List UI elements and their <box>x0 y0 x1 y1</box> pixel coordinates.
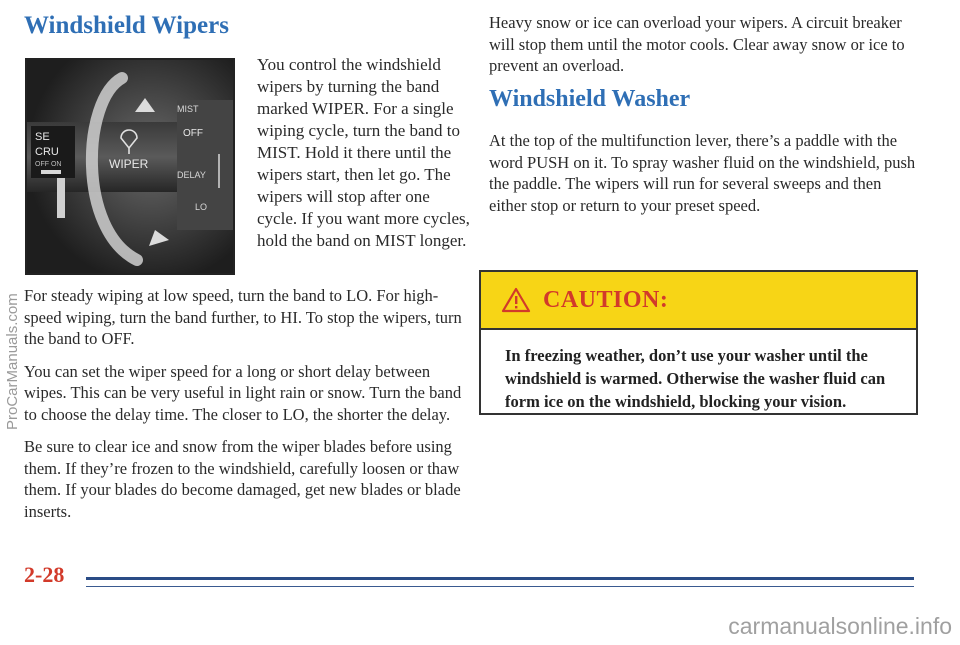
caution-header <box>481 272 916 330</box>
wipers-intro-text: You control the windshield wipers by turning the band marked WIPER. For a single wiping cycle, turn the band to MIST. Hold it there until the wipers start, then let go. The wipers will stop after one cycle. If you want more cycles, hold the band on MIST longer. <box>257 55 470 250</box>
section-title-wipers: Windshield Wipers <box>24 12 229 39</box>
paragraph-steady-wiping: For steady wiping at low speed, turn the band to LO. For high-speed wiping, turn the band further, to HI. To stop the wipers, turn the band to OFF. <box>24 286 462 348</box>
wipers-body <box>24 285 464 533</box>
band-label-lo: LO <box>195 202 208 212</box>
caution-box <box>479 270 918 415</box>
band-label-mist: MIST <box>177 104 199 114</box>
page-number: 2-28 <box>24 562 65 587</box>
wiper-band-label: WIPER <box>109 157 149 171</box>
cruise-label-set: SE <box>35 131 50 143</box>
paragraph-delay: You can set the wiper speed for a long or short delay between wipes. This can be very useful in light rain or snow. Turn the band to choose the delay time. The closer to LO, the shorter the delay. <box>24 361 462 424</box>
side-watermark-text: ProCarManuals.com <box>4 293 21 430</box>
section-title-washer: Windshield Washer <box>489 86 691 112</box>
cruise-label-off-on: OFF ON <box>35 161 62 168</box>
footer-rule-thin <box>86 586 914 587</box>
paragraph-clear-ice: Be sure to clear ice and snow from the wiper blades before using them. If they’re frozen to the windshield, carefully loosen or thaw them. If your blades do become damaged, get new blades or blade inserts. <box>24 437 461 521</box>
washer-text: At the top of the multifunction lever, there’s a paddle with the word PUSH on it. To spray washer fluid on the windshield, push the paddle. The wipers will run for several sweeps and then either stop or return to your preset speed. <box>489 131 916 215</box>
bottom-watermark: carmanualsonline.info <box>728 613 952 639</box>
band-label-delay: DELAY <box>177 170 206 180</box>
wiper-lever-photo <box>25 58 235 275</box>
overload-text: Heavy snow or ice can overload your wipers. A circuit breaker will stop them until the motor cools. Clear away snow or ice to prevent an overload. <box>489 13 905 75</box>
cruise-label-cruise: CRU <box>35 146 59 158</box>
wiper-lever-illustration <box>27 60 233 273</box>
band-label-off: OFF <box>183 128 203 139</box>
footer-rule <box>86 577 914 580</box>
warning-triangle-icon <box>501 287 531 313</box>
caution-title: CAUTION: <box>543 286 669 313</box>
caution-text: In freezing weather, don’t use your washer until the windshield is warmed. Otherwise the washer fluid can form ice on the windshield, blocking your vision. <box>505 346 886 411</box>
